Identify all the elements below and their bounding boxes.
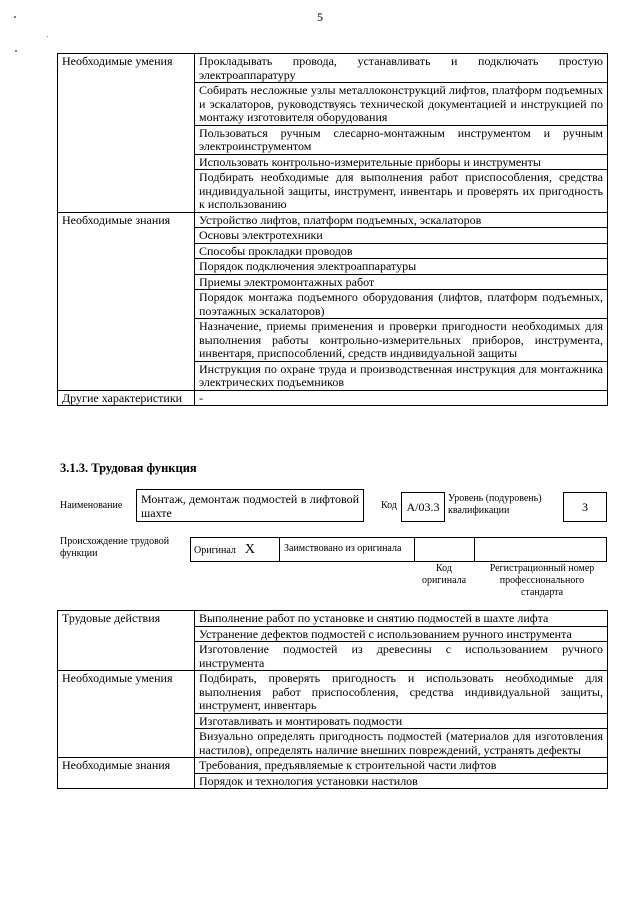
table-row — [58, 611, 608, 627]
cell-knowledge: Требования, предъявляемые к строительной части лифтов — [195, 758, 608, 774]
code-value: A/03.3 — [406, 500, 440, 514]
cell-action: Изготовление подмостей из древесины с использованием ручного инструмента — [195, 642, 608, 671]
origin-divider — [414, 537, 415, 562]
cell-knowledge: Назначение, приемы применения и проверки пригодности необходимых для выполнения работы контрольно-измерительных приборов, инструмента, инвентаря, приспособлений, средств индивидуальной защиты — [195, 319, 608, 362]
origin-divider — [279, 537, 280, 562]
row-label-knowledge: Необходимые знания — [58, 212, 195, 390]
cell-knowledge: Инструкция по охране труда и производственная инструкция для монтажника электрических подъемников — [195, 361, 608, 390]
table-row — [58, 758, 608, 774]
cell-skill: Собирать несложные узлы металлоконструкций лифтов, платформ подъемных и эскалаторов, руководствуясь технической документацией и инструкцией по монтажу изготовителя оборудования — [195, 83, 608, 126]
cell-knowledge: Устройство лифтов, платформ подъемных, эскалаторов — [195, 212, 608, 228]
code-label: Код — [381, 500, 397, 511]
cell-knowledge: Порядок подключения электроаппаратуры — [195, 259, 608, 275]
cell-skill: Изготавливать и монтировать подмости — [195, 713, 608, 729]
level-value: 3 — [582, 500, 588, 514]
level-label: Уровень (подуровень) квалификации — [448, 493, 542, 516]
borrowed-label: Заимствовано из оригинала — [284, 543, 402, 554]
original-label: Оригинал — [194, 545, 236, 556]
origin-divider — [474, 537, 475, 562]
row-label-knowledge: Необходимые знания — [58, 758, 195, 789]
origin-label: Происхождение трудовой функции — [60, 536, 170, 559]
scan-speck — [14, 16, 16, 18]
cell-action: Выполнение работ по установке и снятию подмостей в шахте лифта — [195, 611, 608, 627]
cell-knowledge: Основы электротехники — [195, 228, 608, 244]
cell-knowledge: Порядок монтажа подъемного оборудования (лифтов, платформ подъемных, поэтажных эскалаторов) — [195, 290, 608, 319]
page-number: 5 — [317, 10, 323, 24]
reg-number-caption: Регистрационный номер профессионального стандарта — [489, 563, 595, 598]
original-mark: X — [244, 542, 256, 557]
scan-speck — [47, 36, 48, 37]
cell-skill: Пользоваться ручным слесарно-монтажным инструментом и ручным электроинструментом — [195, 125, 608, 154]
row-label-skills: Необходимые умения — [58, 671, 195, 758]
original-cell — [194, 542, 255, 557]
row-label-actions: Трудовые действия — [58, 611, 195, 671]
cell-skill: Подбирать, проверять пригодность и использовать необходимые для выполнения работ приспособления, средства индивидуальной защиты, инструмент, инвентарь — [195, 671, 608, 714]
requirements-table — [57, 53, 608, 406]
cell-knowledge: Порядок и технология установки настилов — [195, 773, 608, 789]
code-value-box — [401, 492, 445, 522]
cell-action: Устранение дефектов подмостей с использованием ручного инструмента — [195, 626, 608, 642]
cell-skill: Визуально определять пригодность подмостей (материалов для изготовления настилов), определять наличие внешних повреждений, устранять дефекты — [195, 729, 608, 758]
cell-knowledge: Приемы электромонтажных работ — [195, 274, 608, 290]
table-row — [58, 671, 608, 714]
code-original-caption: Код оригинала — [421, 563, 467, 586]
scan-speck — [15, 50, 17, 52]
row-label-other: Другие характеристики — [58, 390, 195, 406]
table-row — [58, 390, 608, 406]
section-heading: 3.1.3. Трудовая функция — [60, 461, 197, 475]
name-value-box — [136, 489, 364, 522]
labor-function-table — [57, 610, 608, 789]
row-label-skills: Необходимые умения — [58, 54, 195, 213]
table-row — [58, 212, 608, 228]
cell-skill: Использовать контрольно-измерительные приборы и инструменты — [195, 154, 608, 170]
name-value: Монтаж, демонтаж подмостей в лифтовой шахте — [141, 492, 359, 520]
name-label: Наименование — [60, 500, 123, 511]
cell-knowledge: Способы прокладки проводов — [195, 243, 608, 259]
cell-skill: Прокладывать провода, устанавливать и подключать простую электроаппаратуру — [195, 54, 608, 83]
cell-other: - — [195, 390, 608, 406]
cell-skill: Подбирать необходимые для выполнения работ приспособления, средства индивидуальной защиты, инструмент, инвентарь и проверять их пригодность к использованию — [195, 170, 608, 213]
table-row — [58, 54, 608, 83]
level-value-box — [563, 492, 607, 522]
